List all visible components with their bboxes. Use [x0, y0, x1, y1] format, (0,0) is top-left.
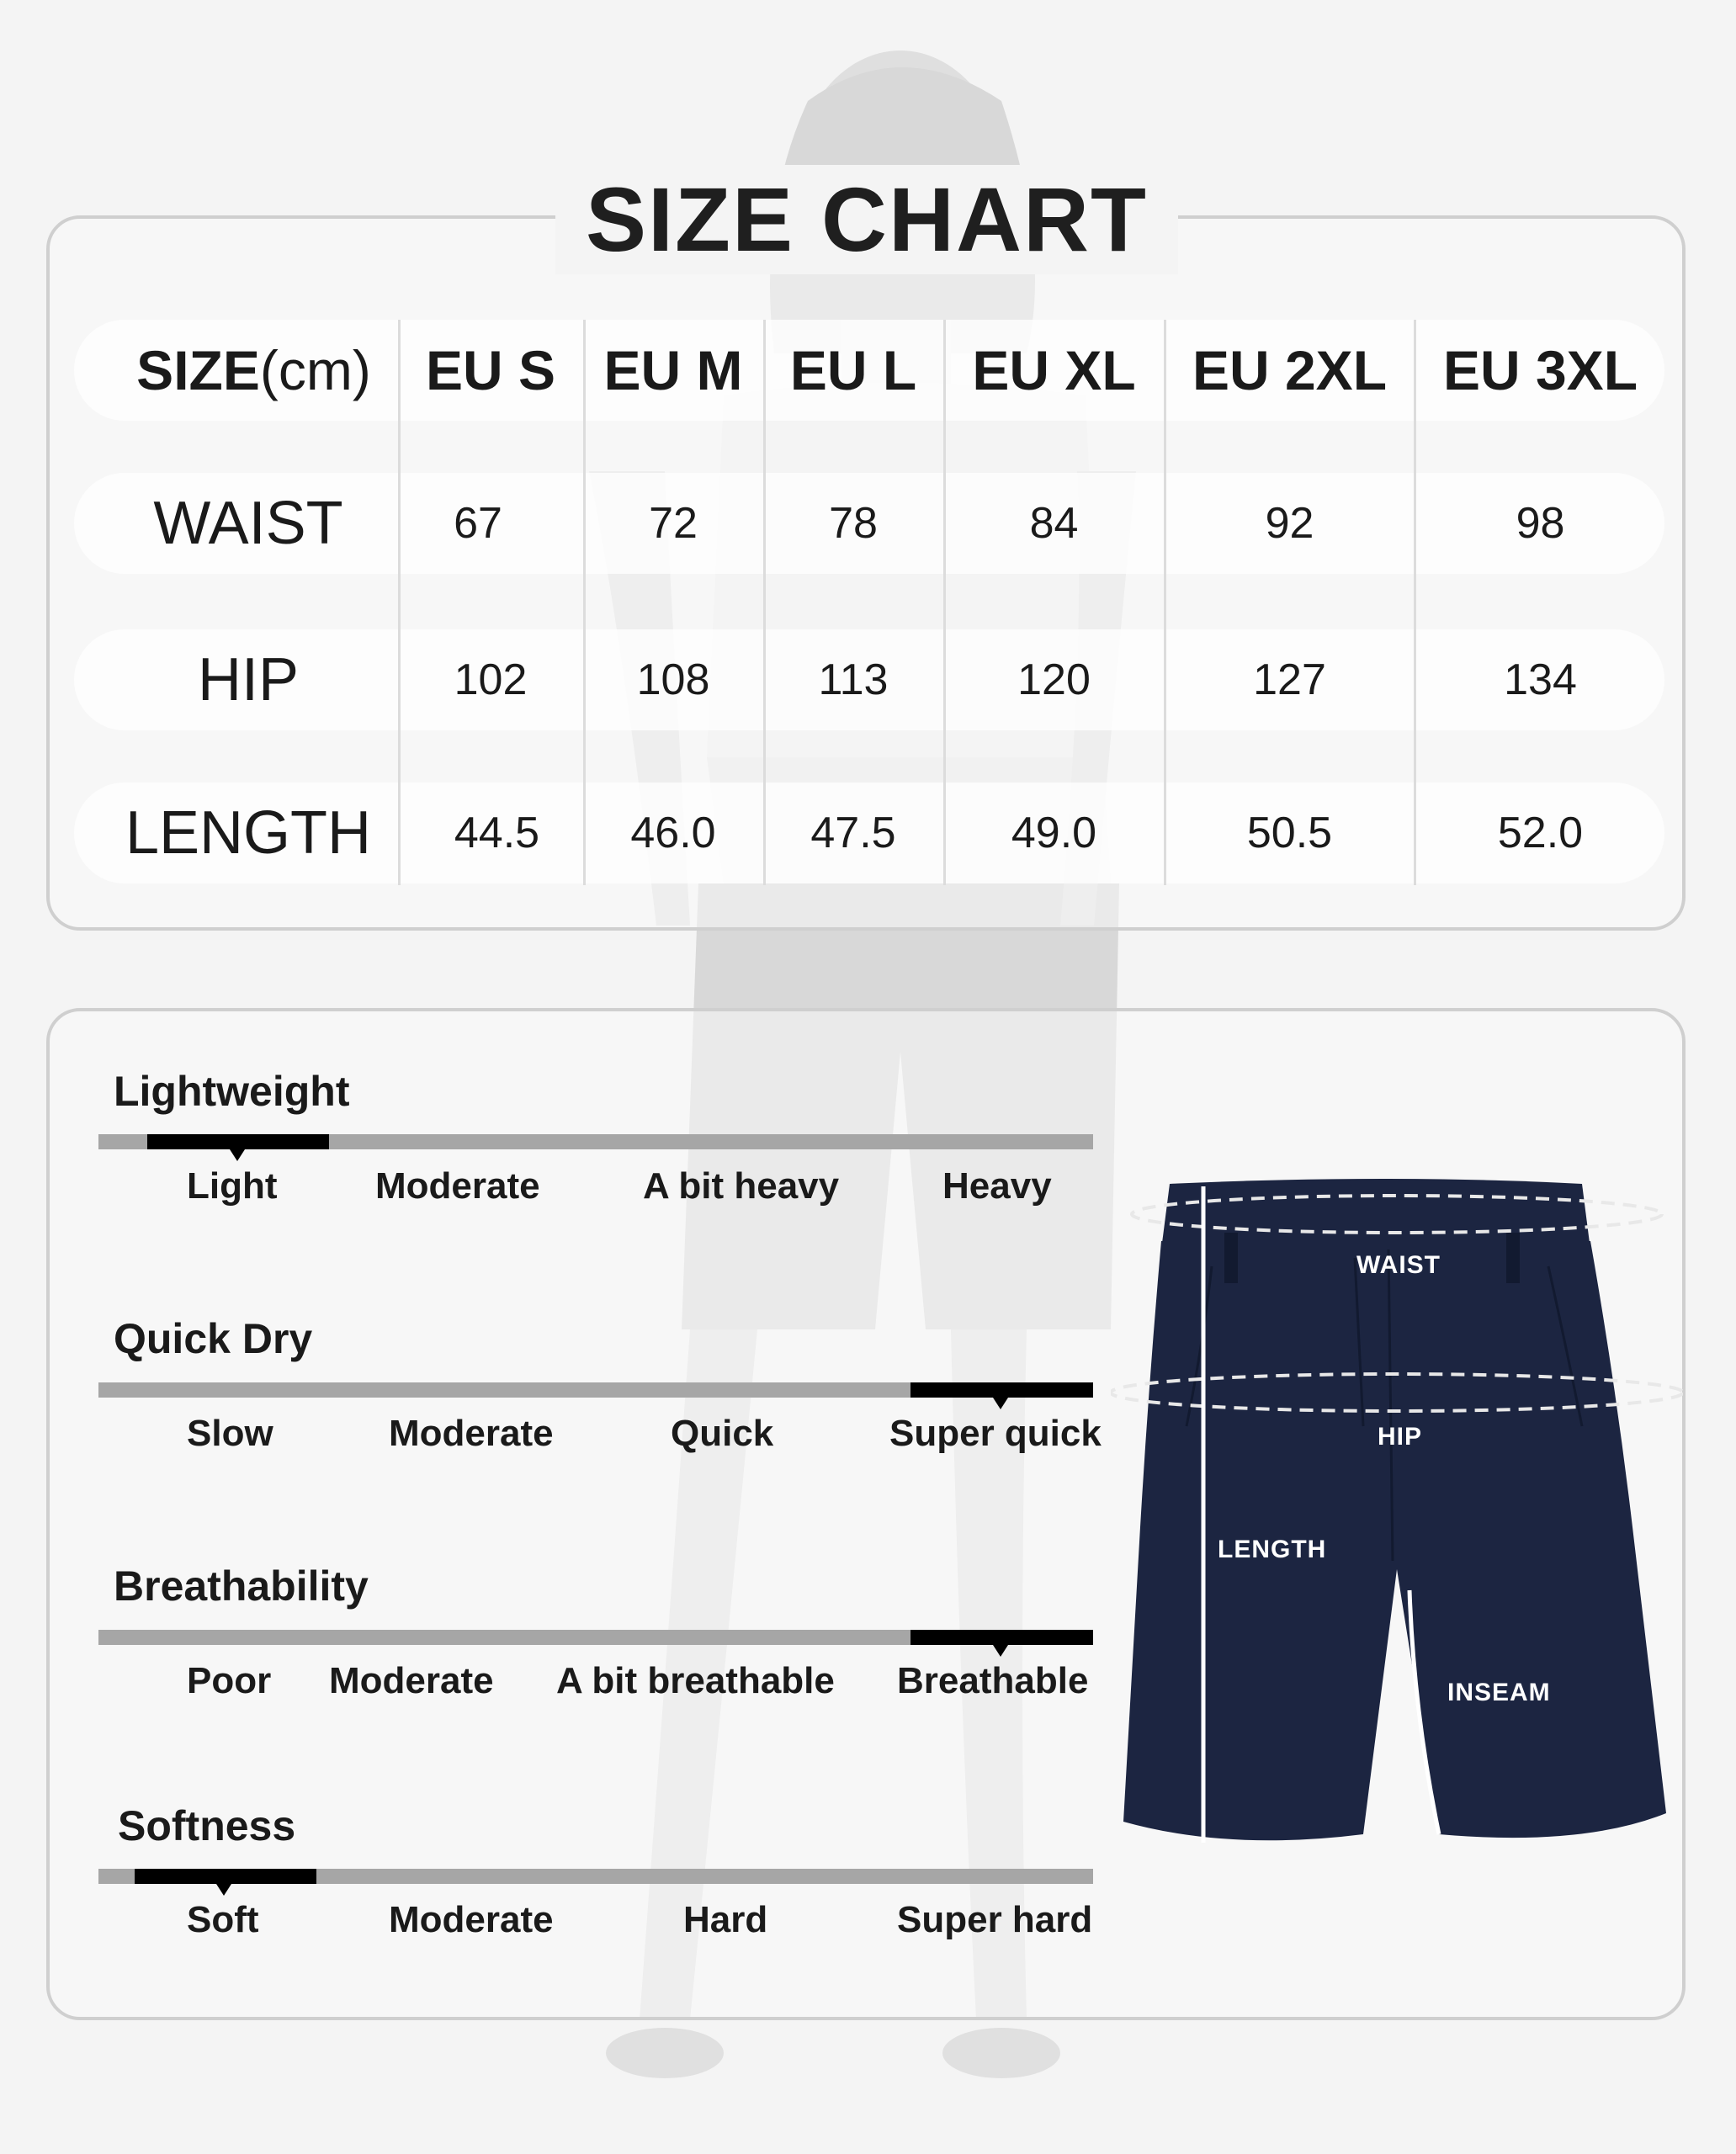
scale-selected-segment: [135, 1869, 316, 1884]
inseam-measure-label: INSEAM: [1447, 1679, 1551, 1706]
scale-option: Moderate: [389, 1413, 554, 1454]
scale-option: Poor: [187, 1660, 272, 1701]
size-column-header: EU 3XL: [1442, 339, 1638, 401]
table-cell: 108: [636, 655, 710, 704]
column-divider: [763, 320, 766, 885]
scale-option: Soft: [187, 1899, 259, 1940]
hip-measure-label: HIP: [1378, 1423, 1423, 1451]
scale-selected-segment: [147, 1134, 329, 1149]
scale-option: Quick: [671, 1413, 774, 1454]
table-cell: 98: [1516, 499, 1565, 548]
table-cell: 102: [454, 655, 528, 704]
scale-title-quick-dry: Quick Dry: [114, 1315, 313, 1362]
size-header: [109, 320, 398, 421]
size-column-header: EU S: [425, 339, 556, 401]
column-divider: [1164, 320, 1166, 885]
table-cell: 49.0: [1011, 809, 1097, 857]
size-column-header: EU M: [603, 339, 743, 401]
scale-option: Hard: [683, 1899, 768, 1940]
table-cell: 46.0: [630, 809, 716, 857]
table-cell: 72: [649, 499, 698, 548]
shorts-measurement-diagram: [1111, 1174, 1683, 1855]
scale-pointer-icon: [216, 1884, 231, 1896]
size-header-unit: (cm): [259, 339, 371, 401]
column-divider: [1414, 320, 1416, 885]
table-cell: 47.5: [810, 809, 896, 857]
scale-option: Super quick: [889, 1413, 1102, 1454]
scale-pointer-icon: [230, 1149, 245, 1161]
scale-option: Slow: [187, 1413, 273, 1454]
scale-track-breathability: [98, 1630, 1093, 1645]
table-cell: 134: [1504, 655, 1577, 704]
scale-option: Breathable: [897, 1660, 1089, 1701]
table-cell: 44.5: [454, 809, 540, 857]
scale-pointer-icon: [993, 1398, 1008, 1409]
length-measure-label: LENGTH: [1218, 1536, 1327, 1563]
scale-selected-segment: [910, 1382, 1093, 1398]
row-label-hip: HIP: [197, 646, 300, 714]
scale-option: Moderate: [375, 1165, 540, 1207]
size-column-header: EU L: [789, 339, 917, 401]
scale-option: Moderate: [389, 1899, 554, 1940]
scale-title-softness: Softness: [118, 1802, 296, 1849]
row-label-waist: WAIST: [153, 490, 343, 557]
row-label-length: LENGTH: [125, 799, 372, 867]
column-divider: [943, 320, 946, 885]
scale-track-softness: [98, 1869, 1093, 1884]
scale-track-lightweight: [98, 1134, 1093, 1149]
table-cell: 84: [1029, 499, 1079, 548]
scale-selected-segment: [910, 1630, 1093, 1645]
scale-option: Super hard: [897, 1899, 1093, 1940]
table-cell: 92: [1265, 499, 1314, 548]
scale-option: Light: [187, 1165, 278, 1207]
scale-title-lightweight: Lightweight: [114, 1068, 350, 1115]
size-column-header: EU XL: [972, 339, 1136, 401]
table-cell: 113: [818, 655, 889, 704]
scale-option: A bit heavy: [643, 1165, 840, 1207]
waist-measure-label: WAIST: [1356, 1251, 1441, 1279]
size-header-label: SIZE: [136, 339, 260, 401]
table-cell: 127: [1253, 655, 1326, 704]
size-column-header: EU 2XL: [1192, 339, 1388, 401]
table-cell: 52.0: [1497, 809, 1584, 857]
scale-track-quick-dry: [98, 1382, 1093, 1398]
scale-pointer-icon: [993, 1645, 1008, 1657]
page-title: SIZE CHART: [555, 165, 1178, 274]
scale-title-breathability: Breathability: [114, 1562, 369, 1610]
table-cell: 78: [829, 499, 878, 548]
scale-option: A bit breathable: [556, 1660, 835, 1701]
scale-option: Heavy: [942, 1165, 1052, 1207]
table-cell: 50.5: [1246, 809, 1333, 857]
table-cell: 120: [1017, 655, 1091, 704]
table-cell: 67: [454, 499, 502, 548]
scale-option: Moderate: [329, 1660, 494, 1701]
